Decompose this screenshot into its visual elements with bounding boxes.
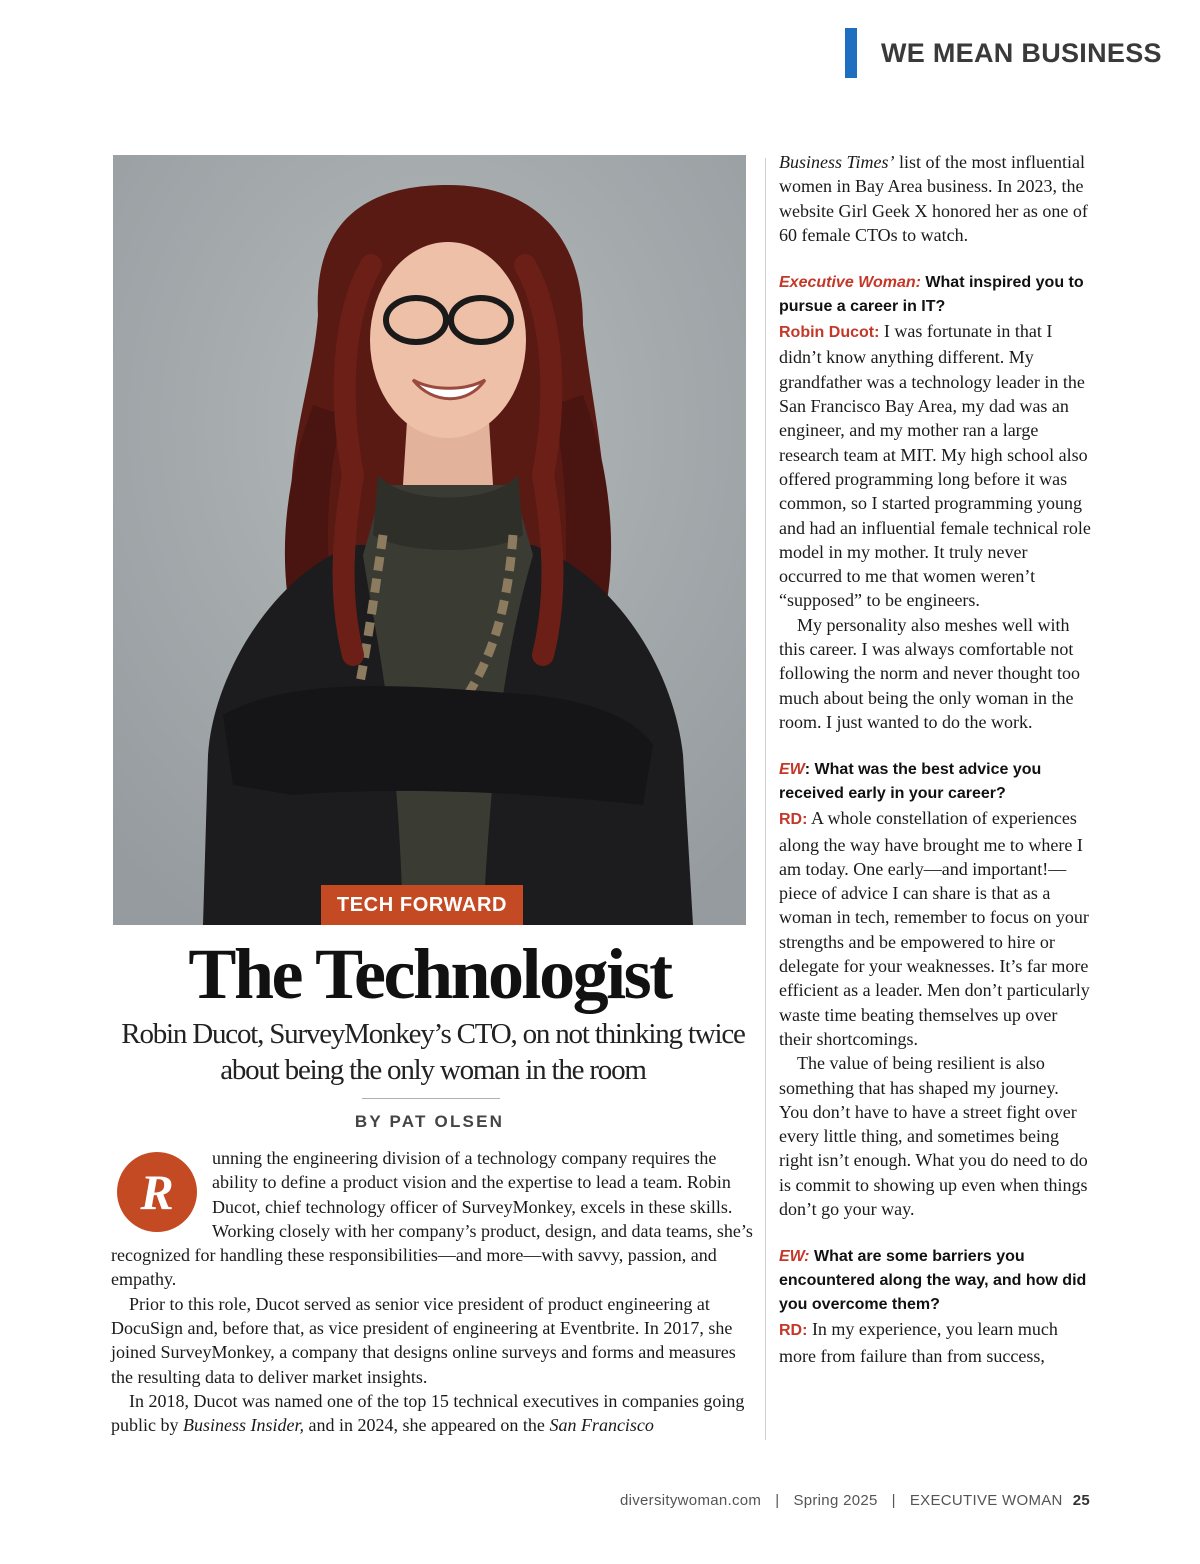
qa-block-3: [779, 1245, 1091, 1368]
answer-speaker: RD:: [779, 1322, 808, 1340]
body-paragraph: [111, 1389, 759, 1438]
publication-name: San Francisco: [549, 1415, 654, 1436]
footer-issue: Spring 2025: [793, 1492, 878, 1509]
question-speaker: Executive Woman:: [779, 274, 921, 292]
question-speaker: EW: [779, 761, 805, 779]
answer-speaker: Robin Ducot:: [779, 324, 880, 342]
portrait-photo: [113, 155, 746, 925]
body-paragraph: [779, 150, 1091, 247]
headline: The Technologist: [188, 934, 671, 1014]
text-run: list of the most influential women in Bay Area business. In 2023, the website Girl Geek X honored her as one of 60 female CTOs to watch.: [779, 152, 1088, 245]
answer: [779, 806, 1091, 1051]
answer-continued: The value of being resilient is also something that has shaped my journey. You don’t have to have a street fight over every little thing, and sometimes being right isn’t enough. What you do need to do is commit to showing up even when things don’t go your way.: [779, 1053, 1088, 1219]
question-text: : What was the best advice you received early in your career?: [779, 761, 1042, 803]
answer-text: A whole constellation of experiences along the way have brought me to where I am today. One early—and important!—piece of advice I can share is that as a woman in tech, remember to focus on your strengths and be empowered to hire or delegate for your weaknesses. It’s far more efficient as a leader. Men don’t particularly waste time beating themselves up over their shortcomings.: [779, 808, 1090, 1049]
section-label: WE MEAN BUSINESS: [881, 37, 1162, 68]
footer-separator: |: [775, 1492, 780, 1509]
left-column: [111, 1146, 759, 1438]
continued-paragraph: [779, 150, 1091, 247]
text-run: and in 2024, she appeared on the: [304, 1415, 550, 1436]
text-run: In 2018, Ducot was named one of the top 15 technical executives in companies going public by: [111, 1390, 745, 1436]
answer: [779, 1317, 1091, 1368]
question: [779, 271, 1091, 319]
kicker-label: TECH FORWARD: [321, 885, 523, 925]
page-footer: [560, 1492, 1090, 1509]
column-divider: [765, 158, 766, 1440]
body-paragraph: Prior to this role, Ducot served as senior vice president of product engineering at DocuSign and, before that, as vice president of engineering at Eventbrite. In 2017, she joined SurveyMonkey, a company that designs online surveys and forms and measures the resulting data to deliver market insights.: [111, 1293, 736, 1387]
publication-name: Business Times’: [779, 152, 895, 172]
publication-name: Business Insider,: [183, 1415, 304, 1436]
question: [779, 758, 1091, 806]
answer: [779, 319, 1091, 613]
footer-website: diversitywoman.com: [619, 1492, 762, 1509]
answer-continued: My personality also meshes well with this career. I was always comfortable not following the norm and never thought too much about being the only woman in the room. I just wanted to do the work.: [779, 614, 1080, 732]
byline: BY PAT OLSEN: [354, 1112, 505, 1131]
dropcap: R: [117, 1152, 197, 1232]
question-text: What are some barriers you encountered along the way, and how did you overcome them?: [779, 1248, 1087, 1314]
question-speaker: EW:: [779, 1248, 810, 1266]
qa-block-1: [779, 271, 1091, 734]
section-tag-bar: [845, 28, 857, 78]
answer-text: I was fortunate in that I didn’t know anything different. My grandfather was a technology leader in the San Francisco Bay Area, my dad was an engineer, and my mother ran a large research team at MIT. My high school also offered programming long before it was common, so I started programming young and had an influential female technical role model in my mother. It truly never occurred to me that women weren’t “supposed” to be engineers.: [779, 321, 1091, 611]
answer-speaker: RD:: [779, 811, 808, 829]
byline-rule: [362, 1098, 500, 1099]
question-text: What inspired you to pursue a career in IT?: [779, 274, 1084, 316]
dek: Robin Ducot, SurveyMonkey’s CTO, on not thinking twice about being the only woman in the room: [121, 1018, 745, 1086]
footer-magazine: EXECUTIVE WOMAN: [909, 1492, 1063, 1509]
section-tag: [845, 28, 1162, 78]
intro-paragraph: unning the engineering division of a technology company requires the ability to define a product vision and the expertise to lead a team. Robin Ducot, chief technology officer of SurveyMonkey, excels in these skills. Working closely with her company’s product, design, and data teams, she’s recognized for handling these responsibilities—and more—with savvy, passion, and empathy.: [111, 1148, 753, 1290]
question: [779, 1245, 1091, 1317]
page-number: 25: [1072, 1492, 1090, 1509]
qa-block-2: [779, 758, 1091, 1221]
footer-separator: |: [891, 1492, 896, 1509]
answer-text: In my experience, you learn much more from failure than from success,: [779, 1319, 1058, 1366]
right-column: [779, 150, 1091, 1392]
